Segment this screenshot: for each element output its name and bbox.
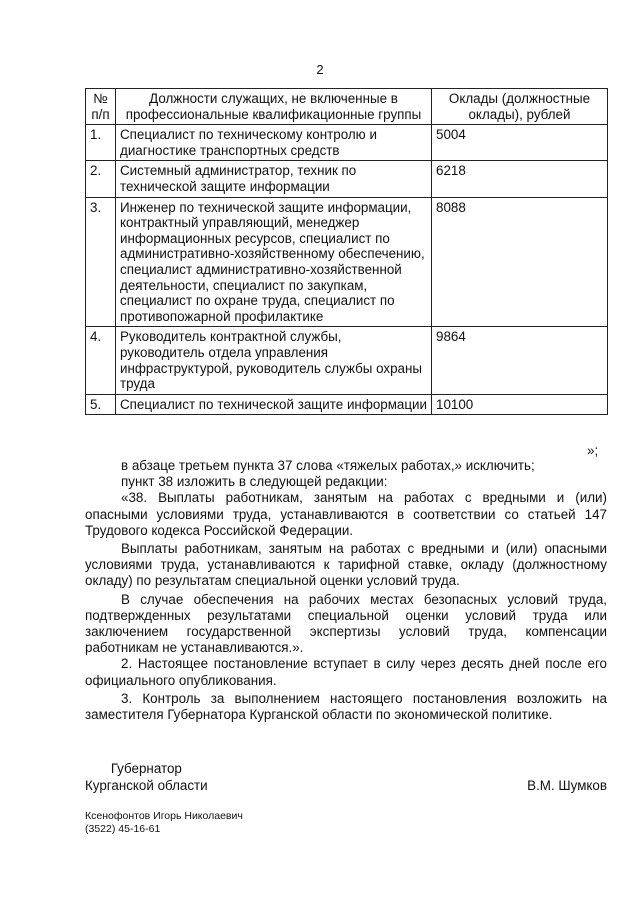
row-position: Инженер по технической защите информации, контрактный управляющий, менеджер информационных ресурсов, специалист по административно-хозяйственному обеспечению, специалист административно-хозяйственной деятельности, специалист по закупкам, специалист по охране труда, специалист по противопожарной профилактике	[116, 197, 432, 327]
signature-block	[85, 760, 607, 800]
signatory-title-line1: Губернатор	[110, 761, 182, 776]
table-row	[86, 197, 608, 327]
row-salary: 9864	[432, 327, 608, 394]
paragraph-amend-38-intro: пункт 38 изложить в следующей редакции:	[121, 474, 388, 490]
paragraph-effective-date: 2. Настоящее постановление вступает в силу через десять дней после его официального опубликования.	[85, 656, 607, 688]
table-row	[86, 161, 608, 197]
signatory-name: В.М. Шумков	[527, 778, 607, 793]
row-number: 4.	[86, 327, 116, 394]
row-number: 3.	[86, 197, 116, 327]
row-position: Специалист по техническому контролю и диагностике транспортных средств	[116, 125, 432, 161]
executor-phone: (3522) 45-16-61	[85, 823, 161, 835]
executor-name: Ксенофонтов Игорь Николаевич	[85, 810, 243, 822]
row-salary: 8088	[432, 197, 608, 327]
row-salary: 10100	[432, 394, 608, 415]
row-position: Руководитель контрактной службы, руководитель отдела управления инфраструктурой, руководитель службы охраны труда	[116, 327, 432, 394]
header-number: № п/п	[86, 89, 116, 125]
closing-quote: »;	[587, 443, 599, 458]
header-position: Должности служащих, не включенные в профессиональные квалификационные группы	[116, 89, 432, 125]
table-row	[86, 327, 608, 394]
row-position: Системный администратор, техник по технической защите информации	[116, 161, 432, 197]
row-number: 5.	[86, 394, 116, 415]
row-position: Специалист по технической защите информации	[116, 394, 432, 415]
salary-table	[85, 88, 608, 415]
table-header-row	[86, 89, 608, 125]
paragraph-amend-37: в абзаце третьем пункта 37 слова «тяжелых работах,» исключить;	[121, 458, 535, 473]
table-row	[86, 125, 608, 161]
page-number: 2	[316, 62, 324, 77]
signatory-title-line2: Курганской области	[85, 778, 208, 793]
body-text	[85, 458, 607, 723]
row-salary: 6218	[432, 161, 608, 197]
table-row	[86, 394, 608, 415]
row-number: 1.	[86, 125, 116, 161]
paragraph-38-safe-conditions: В случае обеспечения на рабочих местах безопасных условий труда, подтвержденных результатами специальной оценки условий труда или заключением государственной экспертизы условий труда, компенсации работникам не устанавливаются.».	[85, 591, 607, 656]
paragraph-control: 3. Контроль за выполнением настоящего постановления возложить на заместителя Губернатора Курганской области по экономической политике.	[85, 690, 607, 723]
header-salary: Оклады (должностные оклады), рублей	[432, 89, 608, 125]
executor-info	[85, 810, 243, 836]
row-number: 2.	[86, 161, 116, 197]
paragraph-38-text: «38. Выплаты работникам, занятым на работах с вредными и (или) опасными условиями труда, устанавливаются в соответствии со статьей 147 Трудового кодекса Российской Федерации.	[85, 490, 607, 538]
signatory-title	[85, 760, 208, 794]
paragraph-38-payments: Выплаты работникам, занятым на работах с вредными и (или) опасными условиями труда, устанавливаются к тарифной ставке, окладу (должностному окладу) по результатам специальной оценки условий труда.	[85, 541, 607, 589]
row-salary: 5004	[432, 125, 608, 161]
